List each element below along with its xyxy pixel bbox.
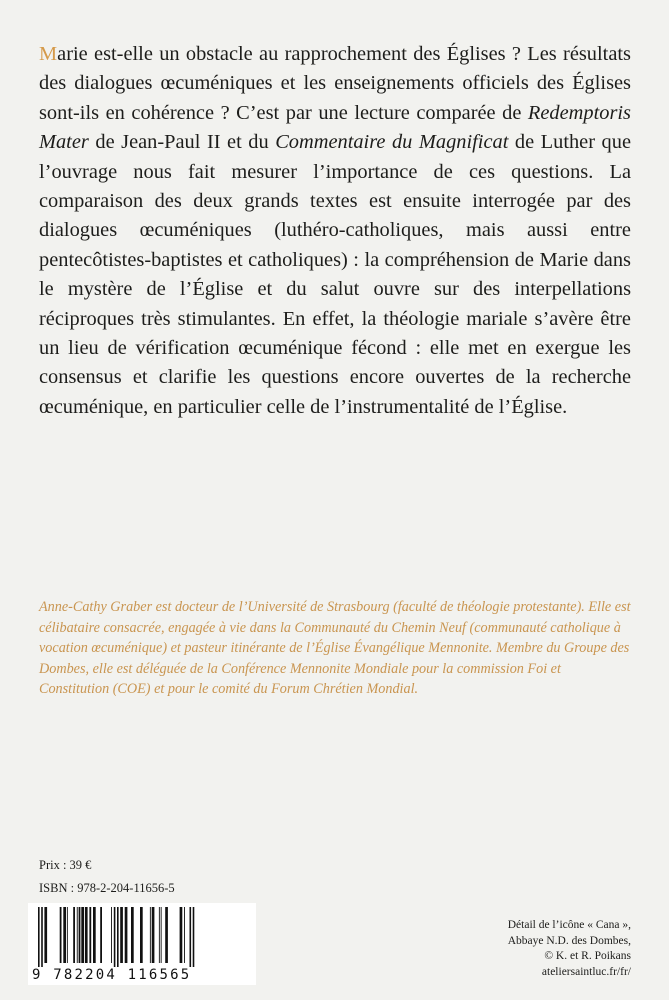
barcode-digits: 9 782204 116565	[32, 967, 192, 983]
blurb-title-commentaire-magnificat: Commentaire du Magnificat	[275, 131, 509, 154]
blurb-text-part-1: arie est-elle un obstacle au rapprochement des Églises ? Les résultats des dialogues œcuméniques et les enseignements officiels des Églises sont-ils en cohérence ? C’est par une lecture comparée de	[39, 43, 631, 124]
credit-line-2: Abbaye N.D. des Dombes,	[507, 934, 631, 947]
barcode-bars-icon	[36, 907, 232, 967]
barcode	[28, 903, 256, 985]
blurb-text-part-3: de Luther que l’ouvrage nous fait mesurer l’importance de ces questions. La comparaison des deux grands textes est ensuite interrogée par des dialogues œcuméniques (luthéro-catholiques, mais aussi entre pentecôtistes-baptistes et catholiques) : la compréhension de Marie dans le mystère de l’Église et du salut ouvre sur des interpellations réciproques très stimulantes. En effet, la théologie mariale s’avère être un lieu de vérification œcuménique fécond : elle met en exergue les consensus et clarifie les questions encore ouvertes de la recherche œcuménique, en particulier celle de l’instrumentalité de l’Église.	[39, 131, 631, 418]
isbn-label: ISBN : 978-2-204-11656-5	[39, 881, 175, 895]
author-bio: Anne-Cathy Graber est docteur de l’Université de Strasbourg (faculté de théologie protestante). Elle est célibataire consacrée, engagée à vie dans la Communauté du Chemin Neuf (communauté catholique à vocation œcuménique) et pasteur itinérante de l’Église Évangélique Mennonite. Membre du Groupe des Dombes, elle est déléguée de la Conférence Mennonite Mondiale pour la commission Foi et Constitution (COE) et pour le comité du Forum Chrétien Mondial.	[39, 599, 631, 698]
image-credit	[401, 918, 631, 980]
blurb-text-part-2: de Jean-Paul II et du	[88, 131, 276, 154]
credit-line-3: © K. et R. Poikans	[544, 950, 631, 963]
back-cover-blurb	[39, 40, 631, 422]
price-label: Prix : 39 €	[39, 858, 92, 872]
credit-line-4: ateliersaintluc.fr/fr/	[541, 965, 631, 978]
credit-line-1: Détail de l’icône « Cana »,	[507, 919, 631, 931]
blurb-title-redemptoris-mater: Redemptoris Mater	[39, 101, 631, 154]
drop-cap-letter: M	[39, 43, 58, 65]
